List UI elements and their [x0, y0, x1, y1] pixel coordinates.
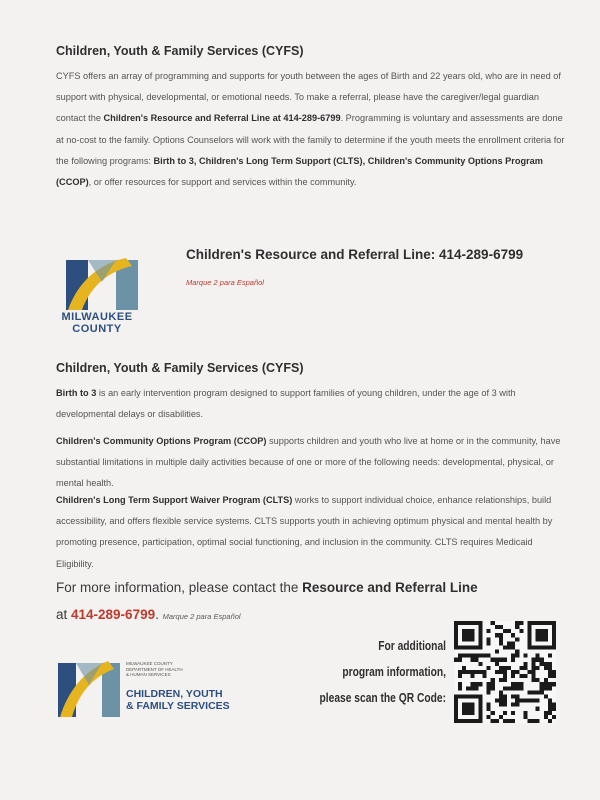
cyfs-logo: [56, 655, 122, 725]
mc-logo-text-2: COUNTY: [72, 323, 122, 335]
phone-number: 414-289-6799: [71, 607, 156, 622]
qr-code[interactable]: [454, 621, 556, 723]
clts-paragraph: Children's Long Term Support Waiver Program (CLTS) works to support individual choice, enhance relationships, build accessibility, and offers flexible service systems. CLTS supports youth in achieving optimum physical and mental health by promoting presence, participation, optimal social functioning, and inclusion in the community. CLTS requires Medicaid Eligibility.: [56, 495, 553, 569]
spanish-option-text: Marque 2 para Español: [186, 278, 264, 287]
section-heading-cyfs-2: Children, Youth & Family Services (CYFS): [56, 361, 304, 375]
mc-logo-text-1: MILWAUKEE: [61, 311, 133, 323]
intro-paragraph: CYFS offers an array of programming and supports for youth between the ages of Birth and 22 years old, who are in need of support with physical, developmental, or emotional needs. To make a referral, please have the caregiver/legal guardian contact the Children's Resource and Referral Line at 414-289-6799. Programming is voluntary and assessments are done at no-cost to the family. Options Counselors will work with the family to determine if the youth meets the enrollment criteria for the following programs: Birth to 3, Children's Long Term Support (CLTS), Children's Community Options Program (CCOP), or offer resources for support and services within the community.: [56, 71, 565, 188]
cyfs-logo-small-text: MILWAUKEE COUNTY DEPARTMENT OF HEALTH & HUMAN SERVICES: [126, 661, 183, 677]
more-info-text: For more information, please contact the Resource and Referral Line at 414-289-6799. Marque 2 para Español: [56, 580, 478, 622]
ccop-paragraph: Children's Community Options Program (CCOP) supports children and youth who live at home or in the community, have substantial limitations in multiple daily activities because of one or more of the following needs: developmental, physical, or mental health.: [56, 436, 561, 489]
qr-prompt-text: For additional program information, please scan the QR Code:: [319, 639, 446, 705]
cyfs-logo-title: CHILDREN, YOUTH & FAMILY SERVICES: [126, 688, 230, 712]
spanish-option-text-2: Marque 2 para Español: [162, 612, 241, 621]
birth-to-3-paragraph: Birth to 3 is an early intervention program designed to support families of young children, under the age of 3 with developmental delays or disabilities.: [56, 388, 516, 420]
referral-line-heading: Children's Resource and Referral Line: 414-289-6799: [186, 247, 524, 262]
section-heading-cyfs: Children, Youth & Family Services (CYFS): [56, 44, 304, 58]
